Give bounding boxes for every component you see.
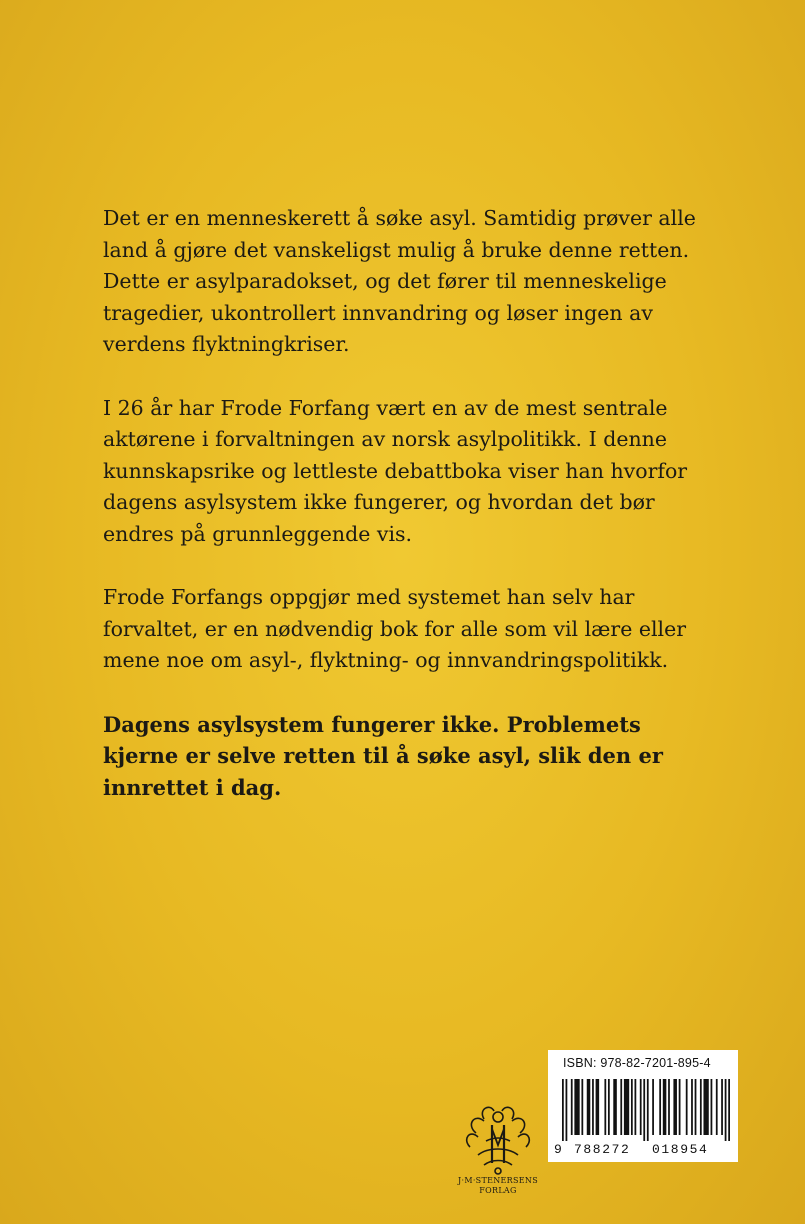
blurb-line: land å gjøre det vanskeligst mulig å bruke denne retten. [103,237,690,262]
barcode-bar [711,1079,713,1135]
barcode-bar [663,1079,667,1135]
barcode-bar [562,1079,564,1141]
barcode-bar [679,1079,681,1135]
barcode-bar [652,1079,654,1135]
barcode-bar [581,1079,583,1135]
barcode-bar [647,1079,649,1141]
blurb [103,203,743,835]
blurb-line: forvaltet, er en nødvendig bok for alle som vil lære eller [103,616,687,641]
barcode-bar [673,1079,677,1135]
isbn-barcode [548,1050,738,1162]
blurb-line: Det er en menneskerett å søke asyl. Samtidig prøver alle [103,206,696,230]
barcode-bar [613,1079,617,1135]
barcode-bar [604,1079,606,1135]
blurb-line: endres på grunnleggende vis. [103,521,413,546]
barcode-bar [668,1079,670,1135]
barcode-digit-group: 018954 [652,1142,709,1157]
barcode-bar [695,1079,697,1135]
blurb-line: Frode Forfangs oppgjør med systemet han selv har [103,585,635,609]
publisher-name-line: FORLAG [479,1186,517,1195]
barcode-bar [703,1079,708,1135]
barcode-bar [592,1079,594,1135]
barcode-bar [624,1079,629,1135]
publisher-name-line: J·M·STENERSENS [457,1176,538,1185]
barcode-bar [587,1079,591,1135]
isbn-label: ISBN: 978-82-7201-895-4 [563,1056,711,1070]
barcode-bar [728,1079,730,1141]
barcode-bar [635,1079,637,1135]
barcode-bar [620,1079,622,1135]
blurb-line: kjerne er selve retten til å søke asyl, slik den er [103,743,663,768]
blurb-line: tragedier, ukontrollert innvandring og løser ingen av [103,300,653,325]
barcode-bar [716,1079,718,1135]
barcode-bar [643,1079,645,1141]
blurb-bold-statement [103,709,743,804]
blurb-line: aktørene i forvaltningen av norsk asylpolitikk. I denne [103,427,668,451]
publisher-name [448,1176,548,1196]
blurb-line: kunnskapsrike og lettleste debattboka viser han hvorfor [103,458,688,483]
barcode-bar [631,1079,633,1135]
barcode-bar [566,1079,568,1141]
blurb-line: Dette er asylparadokset, og det fører til menneskelige [103,269,667,293]
barcode-bar [686,1079,688,1135]
blurb-line: Dagens asylsystem fungerer ikke. Problemets [103,711,641,737]
blurb-paragraph-2 [103,393,743,551]
barcode-bar [608,1079,610,1135]
blurb-line: mene noe om asyl-, flyktning- og innvandringspolitikk. [103,648,669,672]
blurb-paragraph-1 [103,203,743,361]
barcode-bar [700,1079,702,1135]
barcode-bar [691,1079,693,1135]
barcode-bar [640,1079,642,1135]
barcode-bar [725,1079,727,1141]
barcode-bar [571,1079,573,1135]
barcode-bar [721,1079,723,1135]
blurb-line: innrettet i dag. [103,774,282,800]
barcode-bars [562,1079,730,1141]
barcode-bar [596,1079,600,1135]
blurb-line: I 26 år har Frode Forfang vært en av de mest sentrale [103,395,668,420]
barcode-bar [574,1079,579,1135]
barcode-bar [659,1079,661,1135]
blurb-line: verdens flyktningkriser. [103,332,350,356]
blurb-line: dagens asylsystem ikke fungerer, og hvordan det bør [103,490,655,514]
barcode-digit-group: 788272 [574,1142,631,1157]
barcode-digit-lead: 9 [554,1142,562,1157]
blurb-paragraph-3 [103,582,743,677]
